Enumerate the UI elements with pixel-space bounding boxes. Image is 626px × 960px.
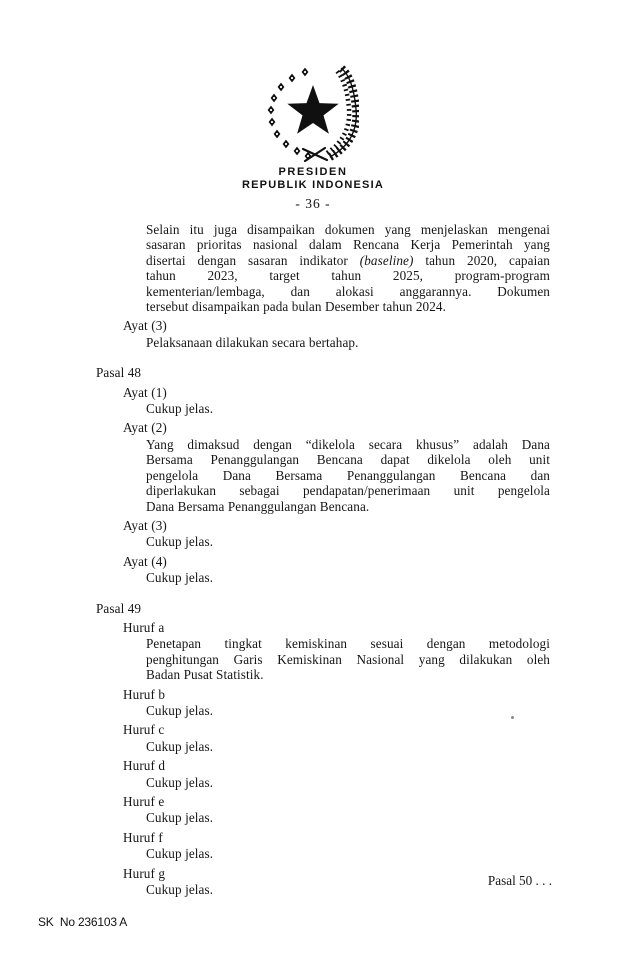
huruf-block: Huruf b <box>123 686 166 702</box>
text-segment: tahun 2020, capaian <box>413 252 550 268</box>
document-blocks <box>96 221 552 897</box>
body-block <box>146 636 550 682</box>
text-line: Pelaksanaan dilakukan secara bertahap. <box>146 334 359 350</box>
text-line: Cukup jelas. <box>146 882 214 898</box>
huruf-block: Huruf a <box>123 619 165 635</box>
organization-name <box>0 166 626 192</box>
text-line: Cukup jelas. <box>146 534 214 550</box>
ayat-block: Ayat (3) <box>123 517 167 533</box>
body-block <box>146 703 550 718</box>
huruf-block: Huruf d <box>123 758 166 774</box>
text-line: penghitungan Garis Kemiskinan Nasional yang dilakukan oleh <box>146 651 550 667</box>
text-line: Bersama Penanggulangan Bencana dapat dikelola oleh unit <box>146 452 550 468</box>
text-line: Selain itu juga disampaikan dokumen yang menjelaskan mengenai <box>146 222 550 237</box>
ayat-block: Ayat (1) <box>123 384 167 400</box>
pasal-block: Pasal 48 <box>96 365 142 381</box>
text-line: Cukup jelas. <box>146 702 214 718</box>
ayat-block: Ayat (4) <box>123 553 167 569</box>
org-line-republik-indonesia: REPUBLIK INDONESIA <box>242 179 384 191</box>
text-line: Penetapan tingkat kemiskinan sesuai dengan metodologi <box>146 636 550 652</box>
page-number: - 36 - <box>295 196 331 211</box>
body-block <box>146 335 550 350</box>
text-line <box>146 253 550 268</box>
huruf-block: Huruf g <box>123 865 166 881</box>
text-line: Cukup jelas. <box>146 774 214 790</box>
huruf-block: Huruf e <box>123 794 165 809</box>
wreath-rice-branch-icon <box>327 68 356 157</box>
body-block <box>146 775 550 790</box>
text-segment: disertai dengan sasaran indikator <box>146 252 360 268</box>
text-line: Cukup jelas. <box>146 401 214 417</box>
pasal-block: Pasal 49 <box>96 600 142 616</box>
ayat-block: Ayat (3) <box>123 318 167 334</box>
body-block <box>146 810 550 825</box>
body-block <box>146 739 550 754</box>
body-block <box>146 401 550 416</box>
text-line: Cukup jelas. <box>146 570 214 586</box>
doc-code: SK No 236103 A <box>38 915 128 929</box>
text-line: diperlakukan sebagai pendapatan/penerimaan unit pengelola <box>146 483 550 499</box>
text-line: Dana Bersama Penanggulangan Bencana. <box>146 498 370 514</box>
scan-speck <box>511 716 514 719</box>
ayat-block: Ayat (2) <box>123 420 167 436</box>
body-block <box>146 570 550 585</box>
star-icon <box>287 85 338 134</box>
text-line: Cukup jelas. <box>146 738 214 754</box>
text-line: sasaran prioritas nasional dalam Rencana Kerja Pemerintah yang <box>146 237 550 253</box>
org-line-presiden: PRESIDEN <box>278 166 348 178</box>
body-block <box>146 846 550 861</box>
text-line: Badan Pusat Statistik. <box>146 667 264 683</box>
text-line: kementerian/lembaga, dan alokasi anggarannya. Dokumen <box>146 283 550 299</box>
text-line: Cukup jelas. <box>146 846 214 862</box>
body-block <box>146 437 550 514</box>
huruf-block: Huruf f <box>123 829 163 845</box>
presidential-emblem <box>267 63 359 163</box>
body-block <box>146 222 550 314</box>
text-line: pengelola Dana Bersama Penanggulangan Bencana dan <box>146 467 550 483</box>
italic-text: (baseline) <box>359 252 414 268</box>
text-line: tahun 2023, target tahun 2025, program-program <box>146 268 550 284</box>
body-block <box>146 534 550 549</box>
text-line: Yang dimaksud dengan “dikelola secara khusus” adalah Dana <box>146 436 550 452</box>
text-line: Cukup jelas. <box>146 810 214 826</box>
continuation-marker: Pasal 50 . . . <box>487 873 552 888</box>
text-line: tersebut disampaikan pada bulan Desember tahun 2024. <box>146 299 446 315</box>
huruf-block: Huruf c <box>123 722 165 738</box>
